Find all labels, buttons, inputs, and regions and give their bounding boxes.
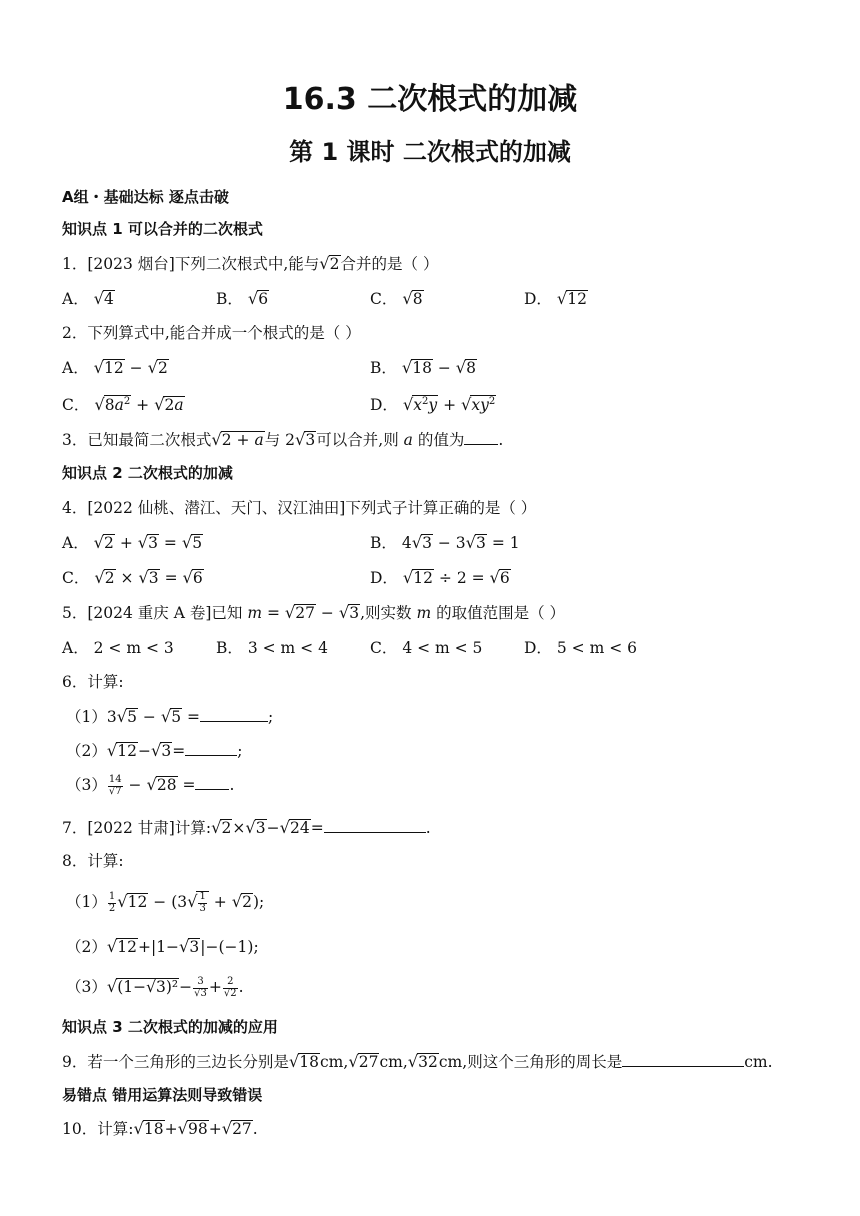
q2-option-c: C． $√8a^2 + √2a$ <box>62 395 184 414</box>
q2-option-b: B． √18 − √8 <box>370 358 477 377</box>
q8-part-3: （3）√(1−√3)²− $\frac{3}{√3}$ + $\frac{2}{√2}$ . <box>66 976 244 999</box>
q6-1-answer-blank[interactable] <box>200 707 268 722</box>
q3-answer-blank[interactable] <box>464 430 498 445</box>
q9-answer-blank[interactable] <box>622 1052 744 1067</box>
q4-option-b: B． 4√3 − 3√3 = 1 <box>370 533 520 552</box>
section-heading-err: 易错点 错用运算法则导致错误 <box>62 1086 263 1104</box>
q6-part-3: （3） $\frac{14}{√7}$ − √28 = . <box>66 774 235 797</box>
q6-2-answer-blank[interactable] <box>185 741 237 756</box>
q5-option-d: D． 5 < m < 6 <box>524 639 637 657</box>
q5-option-a: A． 2 < m < 3 <box>62 639 174 657</box>
q8-part-1: （1） $\frac{1}{2}$ √12 − (3√ $\frac{1}{3}$ + √2); <box>66 891 265 914</box>
section-heading-2: 知识点 2 二次根式的加减 <box>62 464 233 482</box>
page-subtitle: 第 1 课时 二次根式的加减 <box>289 138 571 166</box>
question-6: 6．计算: <box>62 673 124 691</box>
question-7: 7．[2022 甘肃]计算:√2×√3−√24= . <box>62 818 431 837</box>
group-heading: A组・基础达标 逐点击破 <box>62 188 229 206</box>
question-1: 1．[2023 烟台]下列二次根式中,能与√2合并的是（ ） <box>62 254 439 273</box>
q2-option-d: D． $√x^2y + √xy^2$ <box>370 395 496 414</box>
q5-option-c: C． 4 < m < 5 <box>370 639 483 657</box>
question-2: 2．下列算式中,能合并成一个根式的是（ ） <box>62 324 361 342</box>
question-4: 4．[2022 仙桃、潜江、天门、汉江油田]下列式子计算正确的是（ ） <box>62 499 537 517</box>
question-8: 8．计算: <box>62 852 124 870</box>
q1-option-b: B． √6 <box>216 289 269 308</box>
q6-part-1: （1）3√5 − √5 = ; <box>66 707 274 726</box>
q6-3-answer-blank[interactable] <box>195 775 229 790</box>
section-heading-1: 知识点 1 可以合并的二次根式 <box>62 220 263 238</box>
q4-option-d: D． √12 ÷ 2 = √6 <box>370 568 510 587</box>
question-9: 9．若一个三角形的三边长分别是√18cm,√27cm,√32cm,则这个三角形的周长是 cm. <box>62 1052 773 1071</box>
q4-option-a: A． √2 + √3 = √5 <box>62 533 203 552</box>
q6-part-2: （2）√12−√3= ; <box>66 741 243 760</box>
q1-option-d: D． √12 <box>524 289 587 308</box>
q7-answer-blank[interactable] <box>324 818 426 833</box>
question-3: 3．已知最简二次根式√2 + a与 2√3可以合并,则 a 的值为 . <box>62 430 504 449</box>
q2-option-a: A． √12 − √2 <box>62 358 168 377</box>
q8-part-2: （2）√12+|1−√3|−(−1); <box>66 937 259 956</box>
section-heading-3: 知识点 3 二次根式的加减的应用 <box>62 1018 278 1036</box>
page-title: 16.3 二次根式的加减 <box>282 82 578 117</box>
question-10: 10．计算:√18+√98+√27. <box>62 1119 258 1138</box>
q5-option-b: B． 3 < m < 4 <box>216 639 328 657</box>
q1-option-a: A． √4 <box>62 289 114 308</box>
question-5: 5．[2024 重庆 A 卷]已知 m = √27 − √3,则实数 m 的取值范围是（ ） <box>62 603 566 622</box>
q1-option-c: C． √8 <box>370 289 423 308</box>
q4-option-c: C． √2 × √3 = √6 <box>62 568 203 587</box>
